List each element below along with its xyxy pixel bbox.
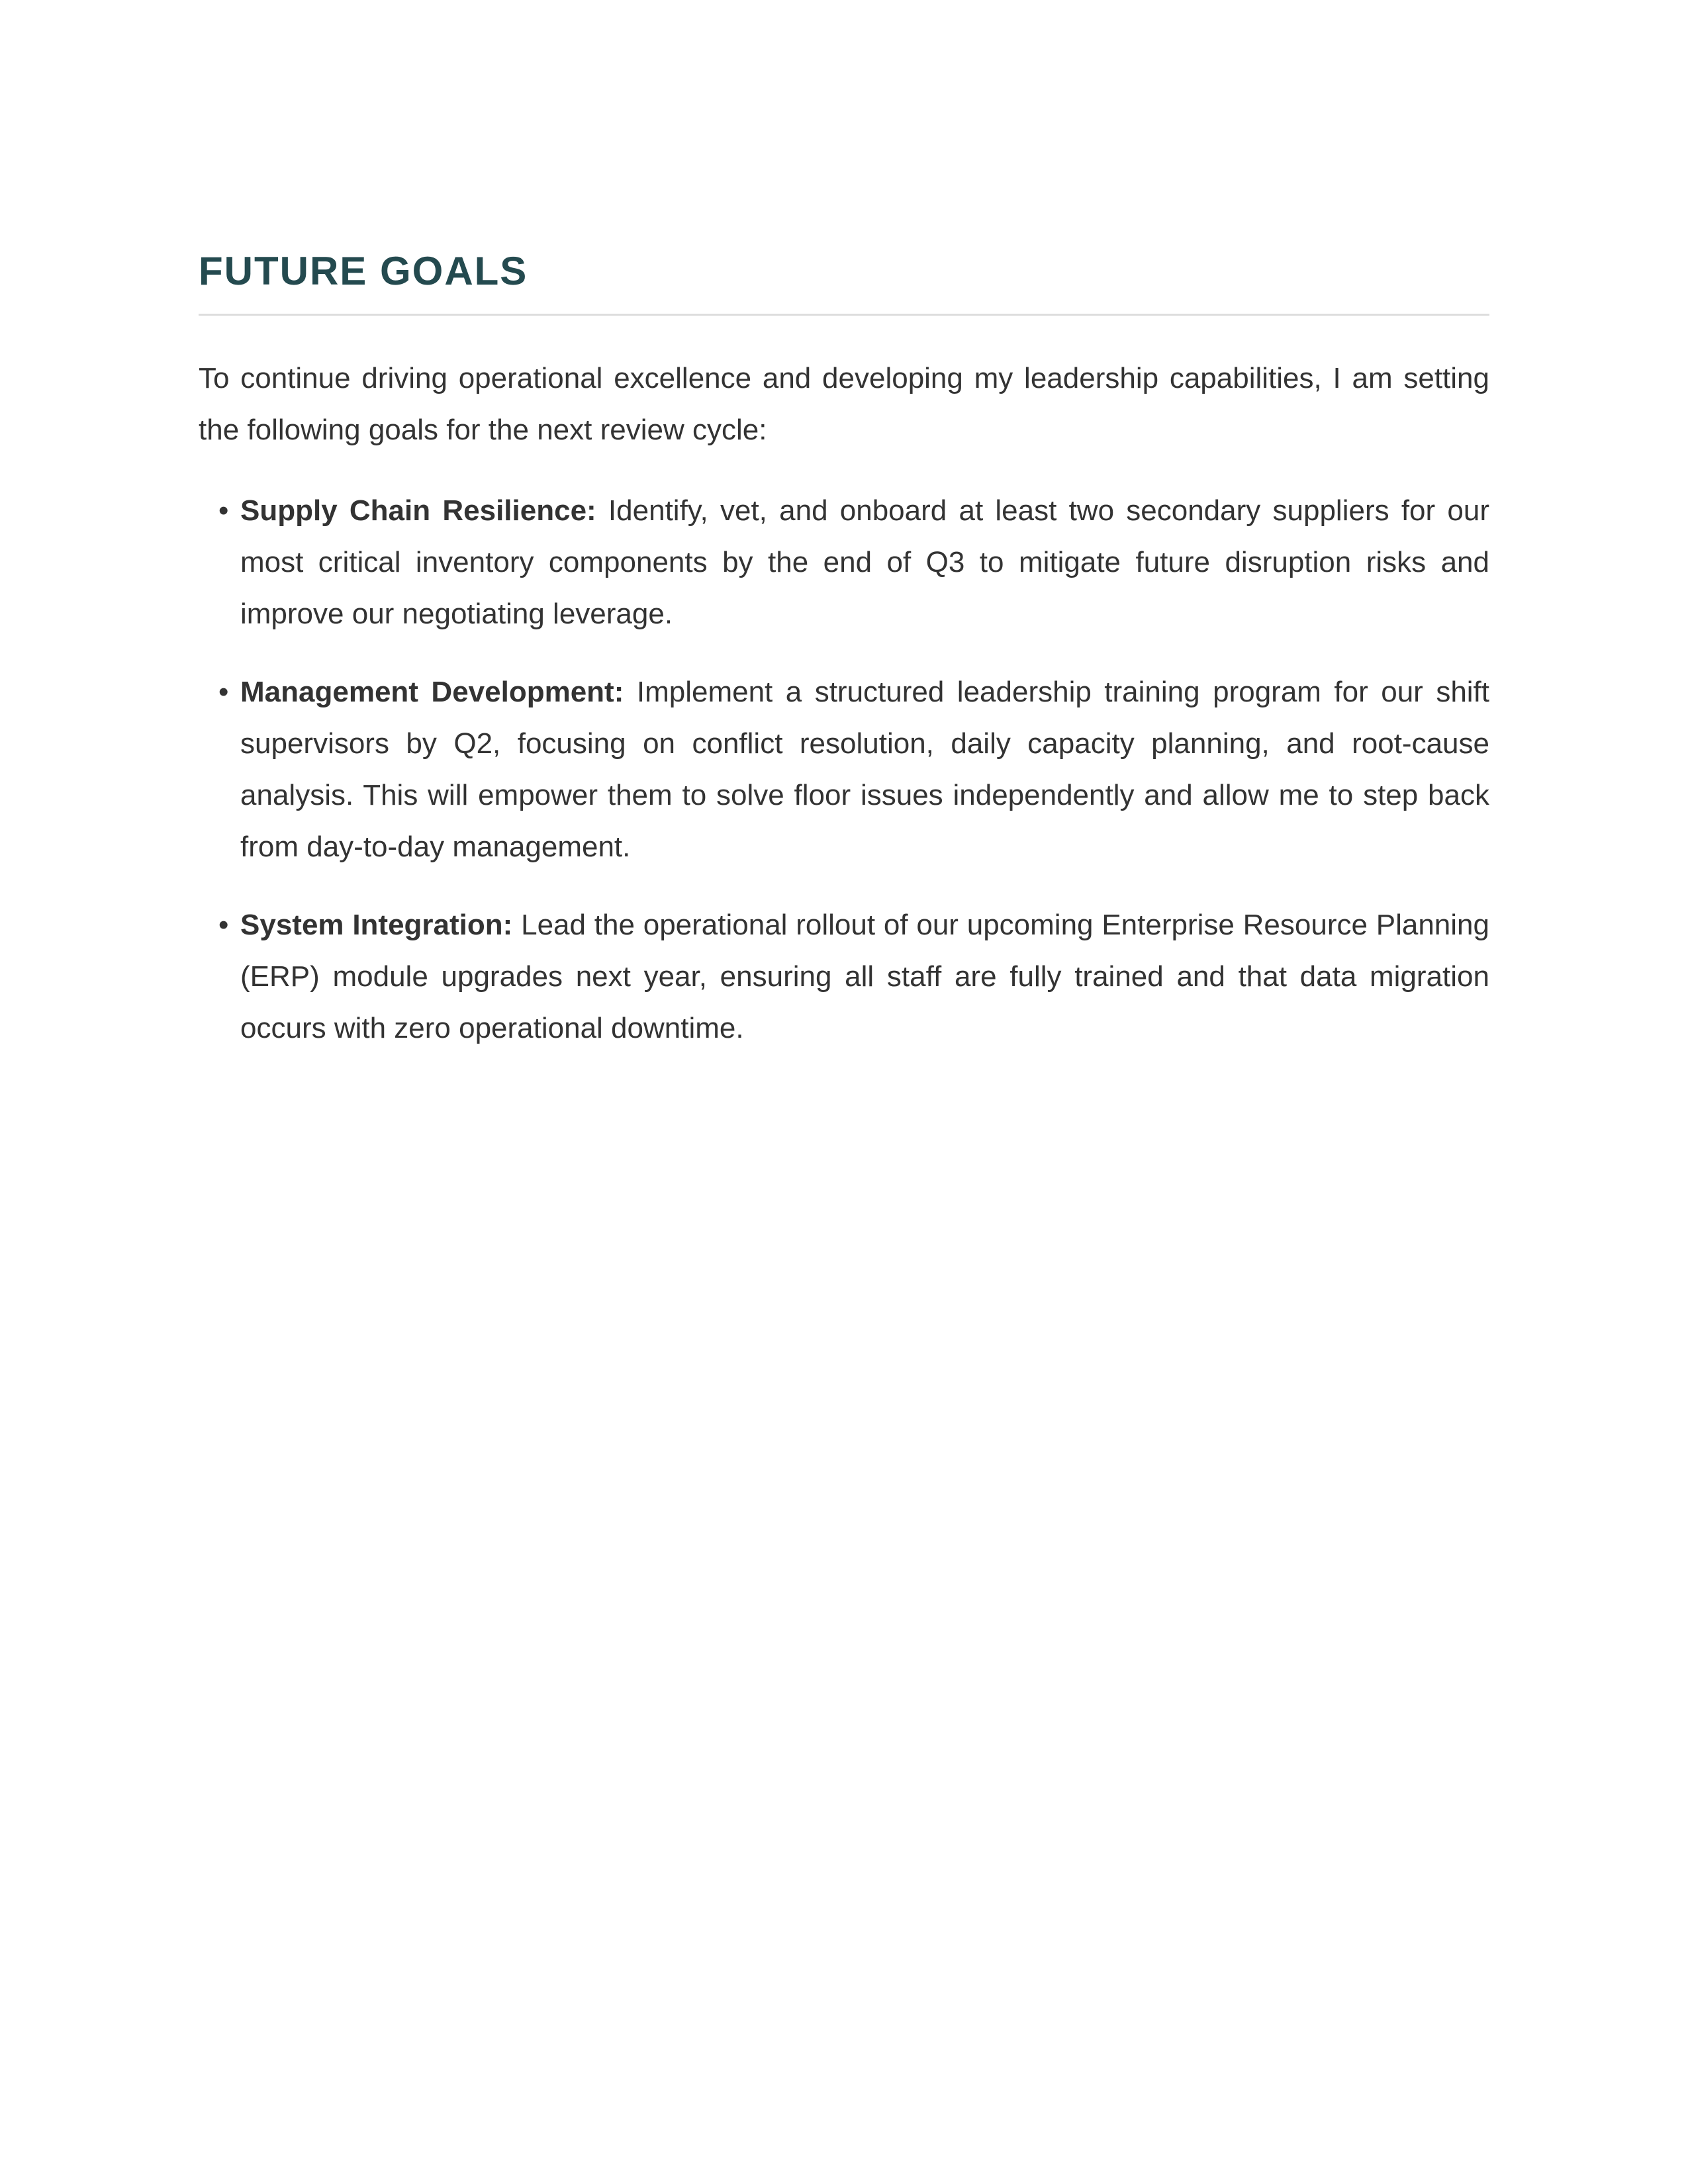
goal-label: Supply Chain Resilience:	[240, 494, 596, 527]
goal-item-management-development	[199, 666, 1489, 873]
goal-description: Lead the operational rollout of our upcoming Enterprise Resource Planning (ERP) module upgrades next year, ensuring all staff are fully trained and that data migration occurs with zero operational downtime.	[240, 909, 1489, 1044]
goal-label: Management Development:	[240, 676, 624, 708]
goal-label: System Integration:	[240, 909, 513, 941]
bullet-marker: •	[218, 494, 229, 527]
goal-description: Implement a structured leadership training program for our shift supervisors by Q2, focusing on conflict resolution, daily capacity planning, and root-cause analysis. This will empower them to solve floor issues independently and allow me to step back from day-to-day management.	[240, 676, 1490, 863]
goal-item-system-integration	[199, 899, 1489, 1054]
section-title: FUTURE GOALS	[199, 249, 528, 293]
section-divider	[199, 314, 1489, 316]
goal-item-supply-chain	[199, 485, 1489, 640]
goal-description: Identify, vet, and onboard at least two secondary suppliers for our most critical inventory components by the end of Q3 to mitigate future disruption risks and improve our negotiating leverage.	[240, 494, 1489, 630]
intro-paragraph: To continue driving operational excellence and developing my leadership capabilities, I am setting the following goals for the next review cycle:	[199, 362, 1489, 446]
bullet-marker: •	[218, 909, 229, 941]
goals-list	[199, 485, 1489, 1054]
document-page	[199, 246, 1489, 1081]
bullet-marker: •	[218, 676, 229, 708]
